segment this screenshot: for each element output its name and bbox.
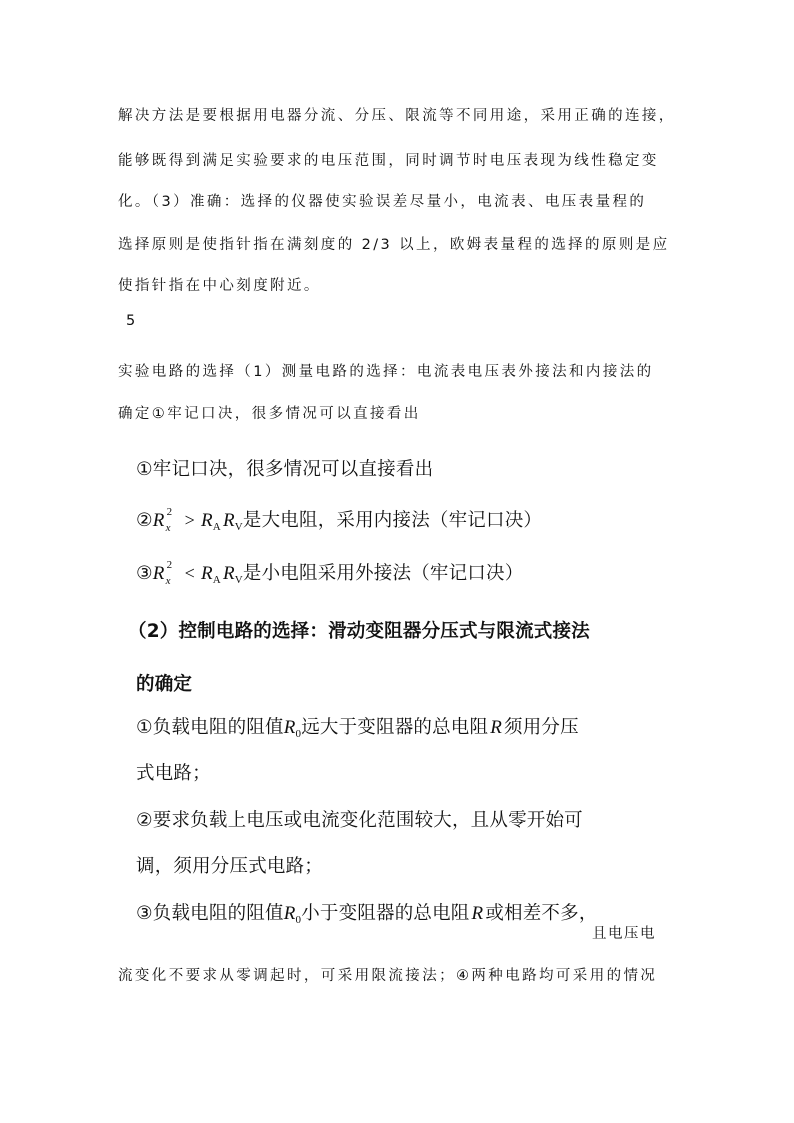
control-item1-line1: ①负载电阻的阻值$R_0$远大于变阻器的总电阻 R 须用分压 — [136, 717, 579, 740]
control-last-line: 流变化不要求从零调起时，可采用限流接法；④两种电路均可采用的情况 — [118, 968, 658, 984]
r-symbol: R — [471, 903, 484, 924]
formula-ra-rv: $R_A$ $R_V$ — [200, 510, 243, 533]
r-symbol: R — [490, 717, 503, 738]
greater-than-sign: > — [184, 510, 195, 530]
paragraph1-line4: 选择原则是使指针指在满刻度的 2/3 以上，欧姆表量程的选择的原则是应 — [118, 237, 670, 253]
paragraph1-line1: 解决方法是要根据用电器分流、分压、限流等不同用途，采用正确的连接， — [118, 108, 676, 124]
paragraph1-line2: 能够既得到满足实验要求的电压范围，同时调节时电压表现为线性稳定变 — [118, 153, 659, 169]
paragraph1-line5: 使指针指在中心刻度附近。 — [118, 278, 321, 294]
formula-rx-squared: R 2 x — [152, 558, 173, 587]
r0-symbol: $R_0$ — [283, 903, 302, 926]
rule-3 — [136, 559, 523, 585]
r0-symbol: $R_0$ — [283, 717, 302, 740]
control-heading-line2: 的确定 — [136, 674, 193, 695]
control-heading-line1: （2）控制电路的选择：滑动变阻器分压式与限流式接法 — [128, 621, 590, 642]
rule-2-text: 是大电阻，采用内接法（牢记口决） — [242, 510, 543, 531]
rule-3-prefix: ③ — [136, 563, 153, 584]
paragraph2-line2: 确定①牢记口决，很多情况可以直接看出 — [118, 406, 421, 422]
formula-rx-squared: R 2 x — [152, 505, 173, 534]
control-item2-line2: 调，须用分压式电路； — [136, 856, 324, 877]
control-item3-line1: ③负载电阻的阻值$R_0$小于变阻器的总电阻 R 或相差不多， — [136, 903, 598, 926]
less-than-sign: < — [184, 563, 195, 583]
paragraph1-line3: 化。（3）准确：选择的仪器使实验误差尽量小，电流表、电压表量程的 — [118, 194, 647, 210]
control-item2-line1: ②要求负载上电压或电流变化范围较大，且从零开始可 — [136, 810, 583, 831]
control-item1-line2: 式电路； — [136, 763, 211, 784]
rule-2 — [136, 506, 542, 532]
control-item3-tail: 且电压电 — [592, 926, 656, 942]
rule-2-prefix: ② — [136, 510, 153, 531]
rule-1: ①牢记口决，很多情况可以直接看出 — [136, 459, 434, 480]
rule-3-text: 是小电阻采用外接法（牢记口决） — [242, 563, 524, 584]
paragraph2-line1: 实验电路的选择（1）测量电路的选择：电流表电压表外接法和内接法的 — [118, 364, 654, 380]
section-number: 5 — [126, 313, 138, 329]
formula-ra-rv: $R_A$ $R_V$ — [200, 563, 243, 586]
